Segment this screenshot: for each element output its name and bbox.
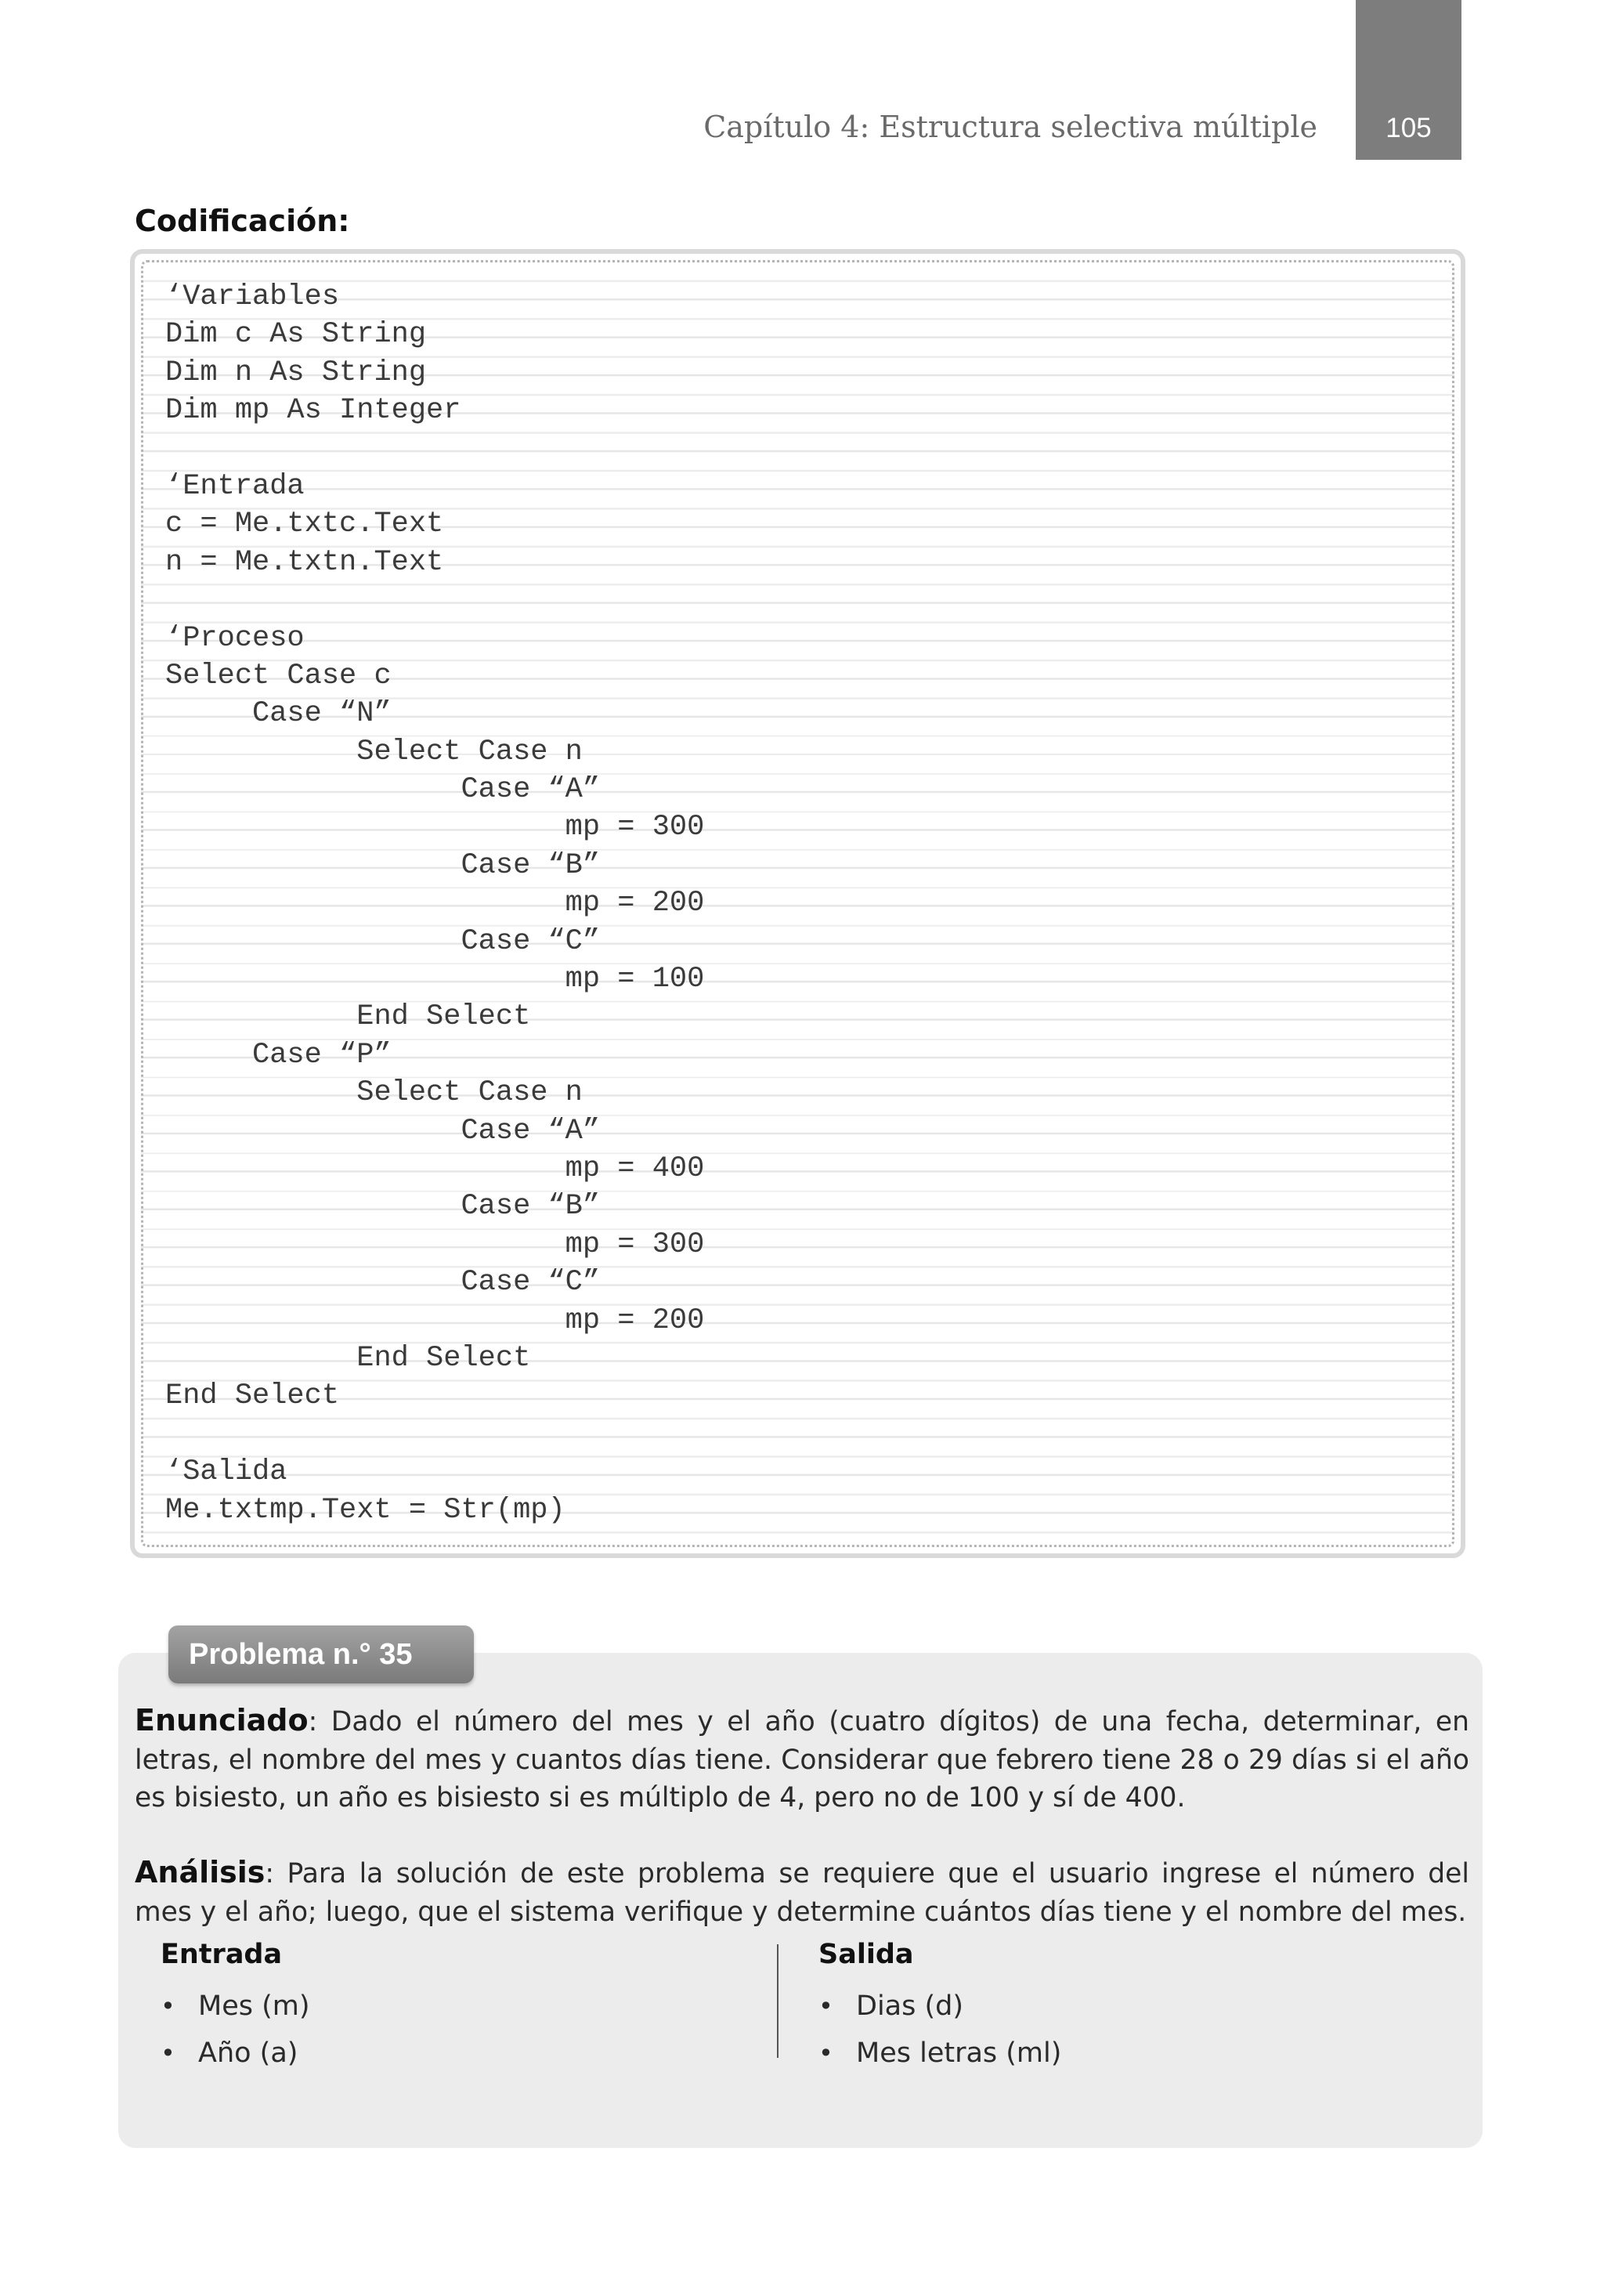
code-line: [165, 1416, 704, 1453]
bullet-icon: •: [818, 2038, 833, 2068]
enunciado-text: : Dado el número del mes y el año (cuatro dígitos) de una fecha, determinar, en letras, el nombre del mes y cuantos días tiene. Considerar que febrero tiene 28 o 29 días si el año es bisiesto, un año es bisiesto si es múltiplo de 4, pero no de 100 y sí de 400.: [135, 1706, 1469, 1813]
code-line: Case “B”: [165, 848, 601, 882]
salida-item-label: Mes letras (ml): [856, 2037, 1062, 2069]
bullet-icon: •: [818, 1991, 833, 2021]
code-line: Dim c As String: [165, 318, 427, 352]
page-number-tab: [1356, 0, 1461, 160]
analisis-paragraph: [135, 1853, 1469, 1931]
list-item: [818, 1983, 1061, 2030]
code-line: End Select: [165, 1379, 340, 1413]
code-line: mp = 300: [165, 1228, 705, 1261]
code-line: mp = 300: [165, 811, 705, 844]
code-line: [165, 430, 704, 468]
list-item: [161, 2030, 310, 2077]
code-line: mp = 400: [165, 1152, 705, 1185]
analisis-label: Análisis: [135, 1855, 266, 1889]
enunciado-label: Enunciado: [135, 1703, 309, 1737]
code-line: mp = 100: [165, 963, 705, 996]
code-line: Dim n As String: [165, 356, 427, 389]
salida-heading: Salida: [818, 1939, 914, 1970]
chapter-running-header: Capítulo 4: Estructura selectiva múltiple: [703, 110, 1317, 144]
code-line: Dim mp As Integer: [165, 394, 461, 428]
bullet-icon: •: [161, 1991, 175, 2021]
list-item: [818, 2030, 1061, 2077]
enunciado-paragraph: [135, 1701, 1469, 1817]
code-line: c = Me.txtc.Text: [165, 508, 444, 541]
column-divider: [777, 1944, 779, 2058]
code-line: mp = 200: [165, 887, 705, 920]
code-line: Select Case n: [165, 735, 583, 768]
salida-item-label: Dias (d): [856, 1990, 964, 2022]
code-line: Me.txtmp.Text = Str(mp): [165, 1493, 565, 1527]
code-line: End Select: [165, 1000, 531, 1034]
bullet-icon: •: [161, 2038, 175, 2068]
salida-column: [818, 1939, 1061, 2077]
code-line: mp = 200: [165, 1303, 705, 1337]
code-listing-lined-area: [141, 260, 1454, 1547]
code-line: Case “B”: [165, 1190, 601, 1224]
code-line: Case “C”: [165, 1266, 601, 1300]
code-line: Select Case n: [165, 1076, 583, 1110]
entrada-list: [161, 1983, 310, 2077]
code-listing: [130, 249, 1465, 1558]
code-line: End Select: [165, 1341, 531, 1375]
code-line: ‘Salida: [165, 1455, 287, 1489]
problem-number-tab: Problema n.° 35: [168, 1625, 474, 1683]
entrada-item-label: Año (a): [198, 2037, 298, 2069]
code-line: n = Me.txtn.Text: [165, 545, 444, 579]
code-line: ‘Proceso: [165, 621, 305, 655]
code-line: Case “P”: [165, 1038, 392, 1072]
page-number: 105: [1385, 113, 1432, 143]
codificacion-heading: Codificación:: [135, 204, 350, 238]
code-line: ‘Variables: [165, 280, 340, 313]
salida-list: [818, 1983, 1061, 2077]
entrada-heading: Entrada: [161, 1939, 283, 1970]
code-lines: [165, 278, 704, 1529]
code-line: Case “A”: [165, 773, 601, 807]
code-line: Case “C”: [165, 924, 601, 958]
list-item: [161, 1983, 310, 2030]
code-line: [165, 581, 704, 619]
code-line: Case “A”: [165, 1114, 601, 1148]
code-line: ‘Entrada: [165, 469, 305, 503]
entrada-column: [161, 1939, 310, 2077]
analisis-text: : Para la solución de este problema se requiere que el usuario ingrese el número del mes y el año; luego, que el sistema verifique y determine cuántos días tiene y el nombre del mes.: [135, 1858, 1469, 1928]
code-line: Case “N”: [165, 697, 392, 731]
code-line: Select Case c: [165, 659, 392, 692]
entrada-item-label: Mes (m): [198, 1990, 310, 2022]
